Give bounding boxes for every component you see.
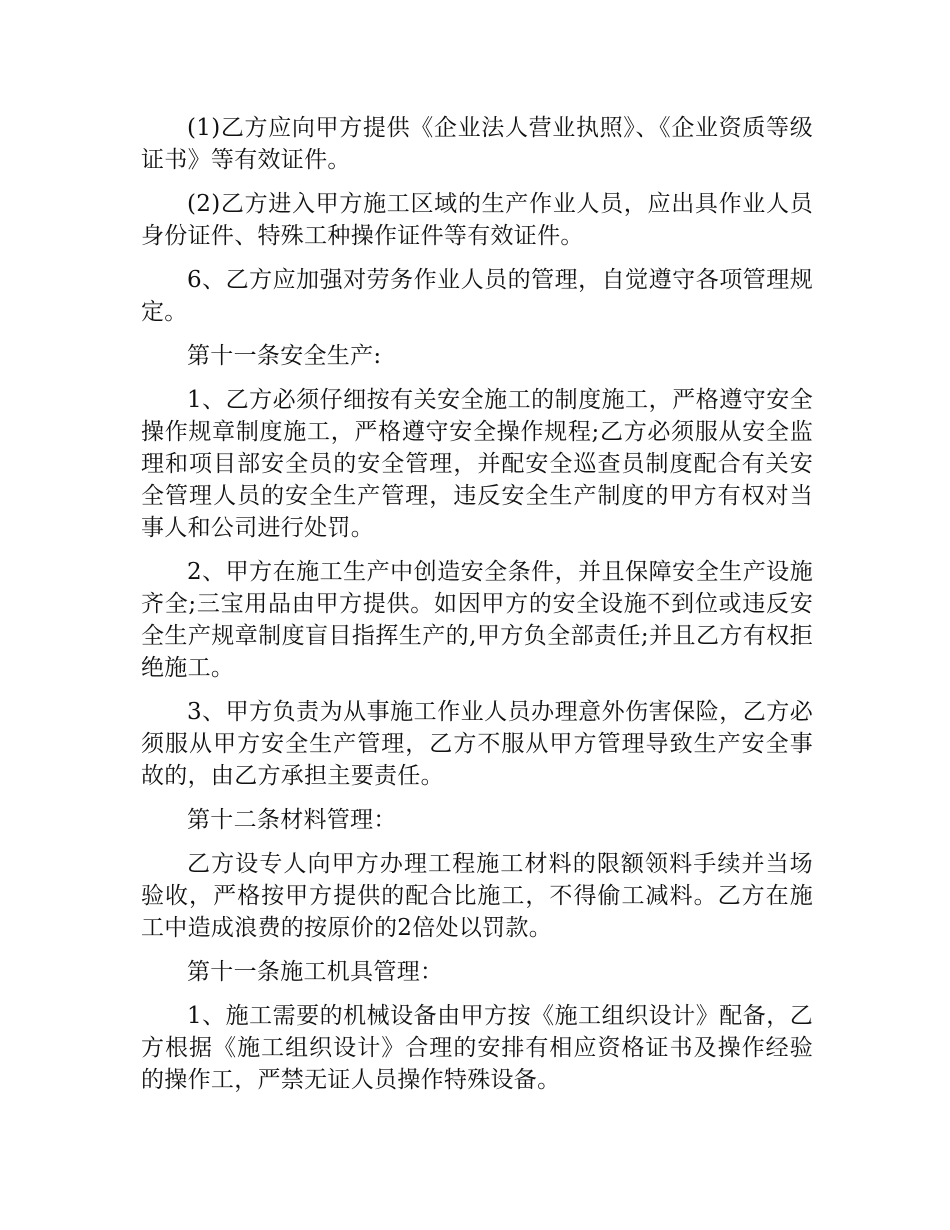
paragraph-credentials: (1)乙方应向甲方提供《企业法人营业执照》、《企业资质等级证书》等有效证件。 (141, 115, 813, 173)
paragraph-labor-management: 6、乙方应加强对劳务作业人员的管理，自觉遵守各项管理规定。 (141, 267, 813, 325)
paragraph-safety-3: 3、甲方负责为从事施工作业人员办理意外伤害保险，乙方必须服从甲方安全生产管理，乙方不服从甲方管理导致生产安全事故的，由乙方承担主要责任。 (141, 699, 813, 789)
heading-article-12-materials: 第十二条材料管理： (187, 807, 397, 833)
document-body (141, 112, 813, 1108)
paragraph-safety-2: 2、甲方在施工生产中创造安全条件，并且保障安全生产设施齐全;三宝用品由甲方提供。如因甲方的安全设施不到位或违反安全生产规章制度盲目指挥生产的,甲方负全部责任;并且乙方有权拒绝施工。 (141, 559, 813, 681)
paragraph-equipment-1: 1、施工需要的机械设备由甲方按《施工组织设计》配备，乙方根据《施工组织设计》合理的安排有相应资格证书及操作经验的操作工，严禁无证人员操作特殊设备。 (141, 1003, 813, 1093)
paragraph-safety-1: 1、乙方必须仔细按有关安全施工的制度施工，严格遵守安全操作规章制度施工，严格遵守安全操作规程;乙方必须服从安全监理和项目部安全员的安全管理，并配安全巡查员制度配合有关安全管理人员的安全生产管理，违反安全生产制度的甲方有权对当事人和公司进行处罚。 (141, 387, 813, 541)
paragraph-worker-ids: (2)乙方进入甲方施工区域的生产作业人员，应出具作业人员身份证件、特殊工种操作证件等有效证件。 (141, 191, 813, 249)
heading-article-11-equipment: 第十一条施工机具管理： (187, 959, 444, 985)
paragraph-materials: 乙方设专人向甲方办理工程施工材料的限额领料手续并当场验收，严格按甲方提供的配合比施工，不得偷工减料。乙方在施工中造成浪费的按原价的2倍处以罚款。 (141, 851, 813, 941)
heading-article-11-safety: 第十一条安全生产: (187, 343, 382, 369)
